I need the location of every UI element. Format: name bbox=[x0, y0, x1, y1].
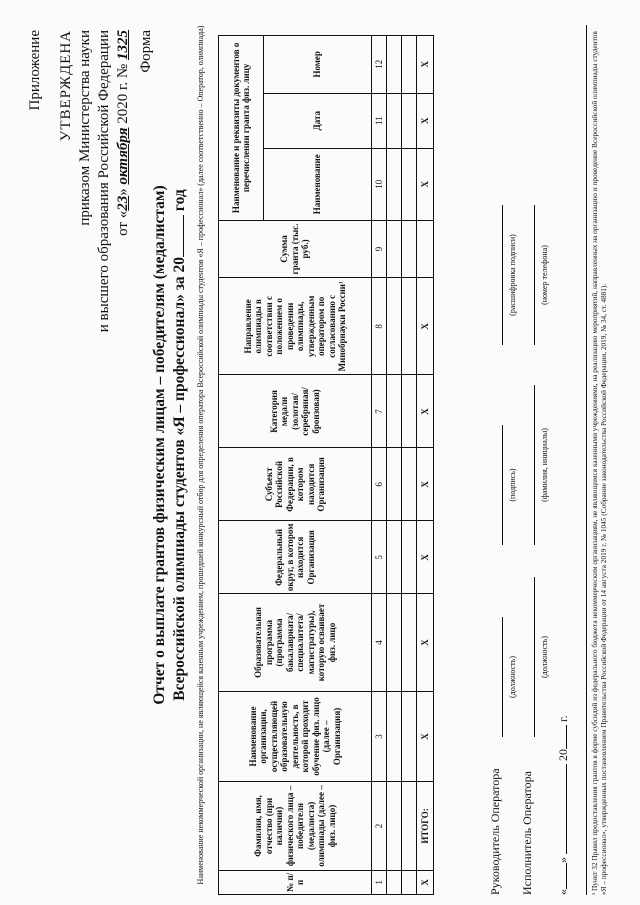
column-number: 7 bbox=[372, 375, 387, 448]
organization-hint: Наименование некоммерческой организации, не являющейся казенным учреждением, прошедшей конкурсный отбор для определения оператора Всероссийской олимпиады студентов «Я – профессионал» (далее соответственно – Оператор, олимпиада) bbox=[196, 25, 205, 885]
title-line-2: Всероссийской олимпиады студентов «Я – профессионал» за 20 год bbox=[171, 189, 188, 701]
column-number: 4 bbox=[372, 594, 387, 691]
header-cell: Фамилия, имя, отчество (при наличии) физического лица – победителя (медалиста) олимпиады (далее – физ. лицо) bbox=[219, 782, 372, 870]
total-cell bbox=[417, 220, 434, 277]
total-label: ИТОГО: bbox=[417, 782, 434, 870]
header-cell: Сумма гранта (тыс. руб.) bbox=[219, 220, 372, 277]
header-cell: № п/п bbox=[219, 870, 372, 894]
subheader-cell: Наименование bbox=[264, 148, 372, 220]
column-number: 1 bbox=[372, 870, 387, 894]
total-cell: Х bbox=[417, 278, 434, 375]
head-signature-caption: (подпись) bbox=[508, 468, 517, 502]
column-number: 6 bbox=[372, 448, 387, 521]
head-position-line bbox=[488, 617, 503, 737]
header-cell: Наименование организации, осуществляющей образовательную деятельность, в которой проходит обучение физ. лицо (далее – Организация) bbox=[219, 691, 372, 782]
executor-position-line bbox=[520, 577, 535, 737]
form-label: Форма bbox=[138, 30, 154, 73]
head-signature-row bbox=[488, 768, 503, 895]
column-number: 5 bbox=[372, 521, 387, 594]
order-month: октября bbox=[115, 127, 131, 185]
table-row bbox=[402, 36, 417, 895]
head-signature-line bbox=[488, 425, 503, 545]
grants-report-table bbox=[218, 35, 434, 895]
total-cell: Х bbox=[417, 148, 434, 220]
total-cell: Х bbox=[417, 448, 434, 521]
header-cell: Образовательная программа (программа бакалавриата/ специалитета/ магистратуры), которую осваивает физ. лицо bbox=[219, 594, 372, 691]
header-cell: Направление олимпиады в соответствии с положением о проведении олимпиады, утвержденным оператором по согласованию с Минобрнауки России¹ bbox=[219, 278, 372, 375]
order-day: 23 bbox=[115, 195, 131, 211]
total-cell: Х bbox=[417, 691, 434, 782]
total-cell: Х bbox=[417, 594, 434, 691]
total-cell: Х bbox=[417, 36, 434, 94]
order-line-1: приказом Министерства науки bbox=[77, 30, 93, 226]
head-name-line bbox=[488, 205, 503, 345]
executor-position-caption: (должность) bbox=[540, 636, 549, 678]
executor-name-caption: (фамилия, инициалы) bbox=[540, 428, 549, 502]
header-cell: Наименование и реквизиты документов о перечислении гранта физ. лицу bbox=[219, 36, 264, 221]
date-line: «» 20 г. bbox=[556, 715, 570, 895]
executor-label: Исполнитель Оператора bbox=[520, 771, 534, 895]
head-label: Руководитель Оператора bbox=[488, 768, 502, 895]
column-number: 3 bbox=[372, 691, 387, 782]
title-line-1: Отчет о выплате грантов физическим лицам – победителям (медалистам) bbox=[151, 185, 168, 705]
head-position-caption: (должность) bbox=[508, 656, 517, 698]
header-cell: Субъект Российской Федерации, в котором находится Организация bbox=[219, 448, 372, 521]
report-title bbox=[150, 75, 190, 815]
approved-label: УТВЕРЖДЕНА bbox=[58, 30, 74, 142]
organization-field bbox=[196, 25, 206, 885]
appendix-label: Приложение bbox=[27, 30, 43, 111]
order-date-line: от «23» октября 2020 г. № 1325 bbox=[115, 30, 131, 236]
header-cell: Категория медали (золотая/ серебряная/ бронзовая) bbox=[219, 375, 372, 448]
executor-name-line bbox=[520, 385, 535, 545]
executor-phone-caption: (номер телефона) bbox=[540, 245, 549, 305]
column-number: 9 bbox=[372, 220, 387, 277]
table-row bbox=[387, 36, 402, 895]
column-number: 2 bbox=[372, 782, 387, 870]
executor-phone-line bbox=[520, 205, 535, 345]
header-cell: Федеральный округ, в котором находится Организация bbox=[219, 521, 372, 594]
total-cell: Х bbox=[417, 870, 434, 894]
subheader-cell: Дата bbox=[264, 93, 372, 148]
footnote: ¹ Пункт 32 Правил предоставления грантов в форме субсидий из федерального бюджета некоммерческим организациям, не являющимся казенными учреждениями, на реализацию мероприятий, направленных на организацию и проведение Всероссийской олимпиады студентов «Я – профессионал», утвержденных постановлением Правительства Российской Федерации от 14 августа 2019 г. № 1045 (Собрание законодательства Российской Федерации, 2019, № 34, ст. 4881). bbox=[586, 25, 608, 895]
approval-block bbox=[26, 30, 156, 390]
total-row bbox=[417, 36, 434, 895]
order-number: 1325 bbox=[115, 30, 131, 60]
subheader-cell: Номер bbox=[264, 36, 372, 94]
order-line-2: и высшего образования Российской Федерации bbox=[96, 30, 112, 333]
order-year: 2020 г. № bbox=[115, 63, 131, 124]
total-cell: Х bbox=[417, 93, 434, 148]
column-number-row bbox=[372, 36, 387, 895]
total-cell: Х bbox=[417, 375, 434, 448]
column-number: 11 bbox=[372, 93, 387, 148]
table-header-row bbox=[219, 36, 264, 895]
total-cell: Х bbox=[417, 521, 434, 594]
column-number: 10 bbox=[372, 148, 387, 220]
executor-signature-row bbox=[520, 771, 535, 895]
column-number: 8 bbox=[372, 278, 387, 375]
head-name-caption: (расшифровка подписи) bbox=[508, 234, 517, 316]
column-number: 12 bbox=[372, 36, 387, 94]
